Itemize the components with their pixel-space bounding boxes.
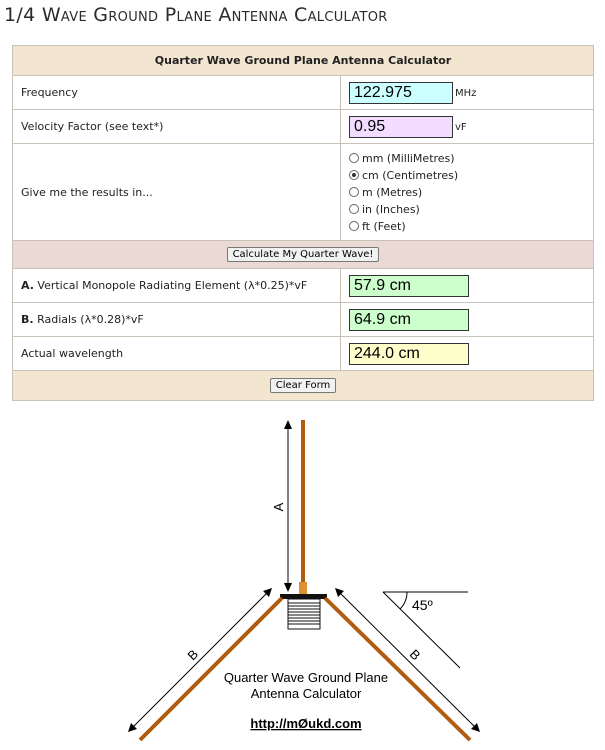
diagram-caption-line2: Antenna Calculator <box>250 686 362 701</box>
radio-button[interactable] <box>349 204 359 214</box>
radials-b-text: Radials (λ*0.28)*vF <box>37 313 144 326</box>
unit-option-label: m (Metres) <box>362 185 423 199</box>
dimension-label-b-right: B <box>406 646 424 664</box>
unit-option-ft[interactable] <box>349 218 585 235</box>
element-a-text: Vertical Monopole Radiating Element (λ*0.25)*vF <box>37 279 308 292</box>
radio-button[interactable] <box>349 153 359 163</box>
element-a-label <box>13 269 341 303</box>
radio-button[interactable] <box>349 221 359 231</box>
dimension-line-b-right <box>337 590 478 730</box>
calculate-button[interactable]: Calculate My Quarter Wave! <box>227 247 380 262</box>
unit-option-cm[interactable] <box>349 167 585 184</box>
diagram-url: http://mØukd.com <box>250 716 362 731</box>
page-title: 1/4 Wave Ground Plane Antenna Calculator <box>4 4 388 26</box>
wavelength-output[interactable] <box>349 343 469 365</box>
radials-b-prefix: B. <box>21 313 34 326</box>
clear-form-button[interactable]: Clear Form <box>270 378 337 393</box>
mount-plate <box>280 594 327 599</box>
units-radio-group <box>341 144 594 241</box>
frequency-input[interactable] <box>349 82 453 104</box>
dimension-label-b-left: B <box>184 646 202 664</box>
antenna-diagram <box>0 410 605 750</box>
radials-b-output[interactable] <box>349 309 469 331</box>
unit-option-m[interactable] <box>349 184 585 201</box>
velocity-factor-label: Velocity Factor (see text*) <box>13 110 341 144</box>
units-label: Give me the results in... <box>13 144 341 241</box>
velocity-factor-unit: vF <box>455 121 467 133</box>
dimension-label-a: A <box>271 502 286 512</box>
form-header: Quarter Wave Ground Plane Antenna Calculator <box>13 46 594 76</box>
frequency-label: Frequency <box>13 76 341 110</box>
wavelength-label: Actual wavelength <box>13 337 341 371</box>
element-a-output[interactable] <box>349 275 469 297</box>
unit-option-label: mm (MilliMetres) <box>362 151 455 165</box>
frequency-unit: MHz <box>455 87 477 99</box>
unit-option-label: cm (Centimetres) <box>362 168 459 182</box>
unit-option-label: in (Inches) <box>362 202 420 216</box>
angle-label: 45º <box>412 597 433 613</box>
radials-b-label <box>13 303 341 337</box>
velocity-factor-input[interactable] <box>349 116 453 138</box>
element-a-prefix: A. <box>21 279 34 292</box>
angle-arc <box>400 592 407 609</box>
dimension-line-b-left <box>130 590 270 730</box>
calculator-form <box>12 45 594 401</box>
unit-option-mm[interactable] <box>349 150 585 167</box>
element-base-connector <box>299 582 307 594</box>
arrow-head-icon <box>284 420 292 429</box>
radio-button[interactable] <box>349 187 359 197</box>
unit-option-in[interactable] <box>349 201 585 218</box>
arrow-head-icon <box>284 583 292 592</box>
radio-button-selected[interactable] <box>349 170 359 180</box>
diagram-caption-line1: Quarter Wave Ground Plane <box>223 670 389 685</box>
unit-option-label: ft (Feet) <box>362 219 406 233</box>
